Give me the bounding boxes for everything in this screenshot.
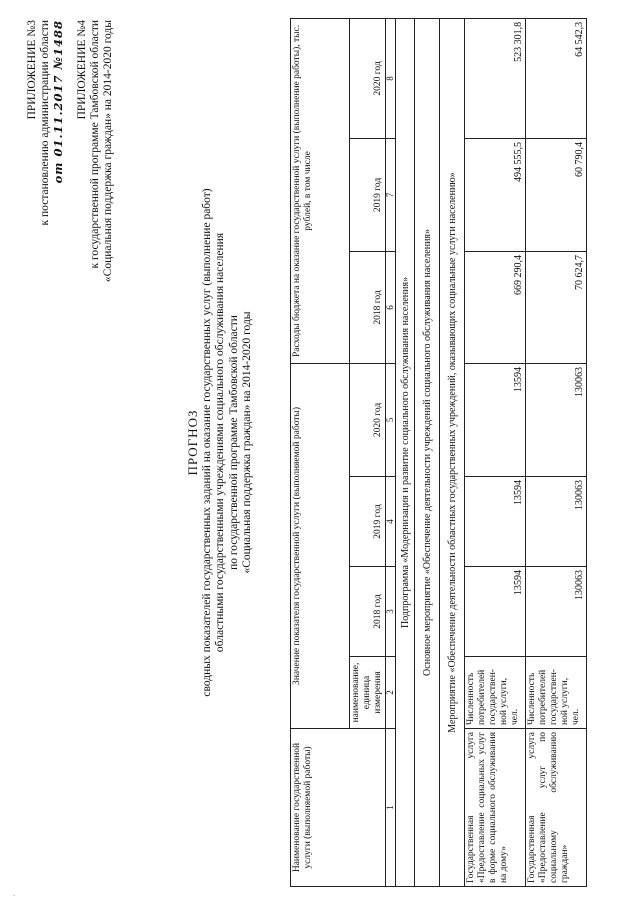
document-title-block (186, 130, 255, 755)
column-number-row (386, 18, 396, 886)
header-indicator-name: наименование, единица измерения (350, 657, 386, 729)
title-line-3: по государственной программе Тамбовской области (227, 315, 240, 570)
value-2018-cell: 130063 (526, 567, 587, 657)
header-service: Наименование государственной услуги (выполняемой работы) (291, 729, 386, 887)
budget-2019-cell: 494 555,5 (465, 138, 526, 251)
column-number: 3 (386, 567, 396, 657)
page-edge-mark: · (10, 894, 19, 897)
handwritten-decree-date: от 01.11.2017 №1488 (51, 20, 65, 184)
main-measure-title: Основное мероприятие «Обеспечение деятельности учреждений социального обслуживания населения» (415, 18, 440, 886)
title-line-1: сводных показателей государственных заданий на оказание государственных услуг (выполнение работ) (200, 188, 213, 697)
header-row-1 (291, 18, 350, 886)
value-2020-cell: 130063 (526, 363, 587, 476)
appendix-3-label: ПРИЛОЖЕНИЕ №3 (26, 20, 38, 120)
header-budget-2019: 2019 год (350, 138, 386, 251)
value-2018-cell: 13594 (465, 567, 526, 657)
appendix-3-decree: к постановлению администрации области (39, 20, 51, 226)
budget-2019-cell: 60 790,4 (526, 138, 587, 251)
column-number: 2 (386, 657, 396, 729)
column-number: 5 (386, 363, 396, 476)
subprogram-title: Подпрограмма «Модернизация и развитие социального обслуживания населения» (396, 18, 415, 886)
service-name-cell: Государственная услуга «Предоставление социальных услуг в форме социального обслуживания на дому» (465, 729, 526, 887)
header-indicator-group: Значение показателя государственной услуги (выполняемой работы) (291, 363, 350, 728)
appendix-4-label: ПРИЛОЖЕНИЕ №4 (76, 20, 88, 120)
value-2019-cell: 130063 (526, 477, 587, 567)
appendix-4-line2: «Социальная поддержка граждан» на 2014-2020 годы (102, 20, 114, 283)
measure-title: Мероприятие «Обеспечение деятельности областных государственных учреждений, оказывающих социальные услуги населению» (440, 18, 465, 886)
column-number: 4 (386, 477, 396, 567)
column-number: 8 (386, 18, 396, 138)
budget-2018-cell: 70 624,7 (526, 251, 587, 363)
appendix-4-block (76, 20, 115, 282)
budget-2020-cell: 64 542,3 (526, 18, 587, 138)
service-name-cell: Государственная услуга «Предоставление услуг по социальному обслуживанию граждан» (526, 729, 587, 887)
indicator-name-cell: Численность потребителей государствен- ной услуги, чел. (526, 657, 587, 729)
header-year-2020: 2020 год (350, 363, 386, 476)
forecast-table (290, 18, 587, 887)
header-budget-2020: 2020 год (350, 18, 386, 138)
column-number: 6 (386, 251, 396, 363)
main-measure-row (415, 18, 440, 886)
header-year-2018: 2018 год (350, 567, 386, 657)
header-budget-group: Расходы бюджета на оказание государственной услуги (выполнение работы), тыс. рублей, в том числе (291, 18, 350, 363)
table-row (526, 18, 587, 886)
budget-2018-cell: 669 290,4 (465, 251, 526, 363)
subprogram-row (396, 18, 415, 886)
document-heading: ПРОГНОЗ (185, 409, 200, 476)
value-2020-cell: 13594 (465, 363, 526, 476)
table-row (465, 18, 526, 886)
title-line-2: областными государственными учреждениями социального обслуживания населения (214, 232, 226, 653)
budget-2020-cell: 523 301,8 (465, 18, 526, 138)
header-year-2019: 2019 год (350, 477, 386, 567)
header-budget-2018: 2018 год (350, 251, 386, 363)
appendix-4-line1: к государственной программе Тамбовской области (89, 20, 101, 269)
appendix-3-block (26, 20, 65, 225)
indicator-name-cell: Численность потребителей государствен- ной услуги, чел. (465, 657, 526, 729)
column-number: 1 (386, 729, 396, 887)
title-line-4: «Социальная поддержка граждан» на 2014-2020 годы (241, 311, 253, 574)
column-number: 7 (386, 138, 396, 251)
measure-row (440, 18, 465, 886)
value-2019-cell: 13594 (465, 477, 526, 567)
